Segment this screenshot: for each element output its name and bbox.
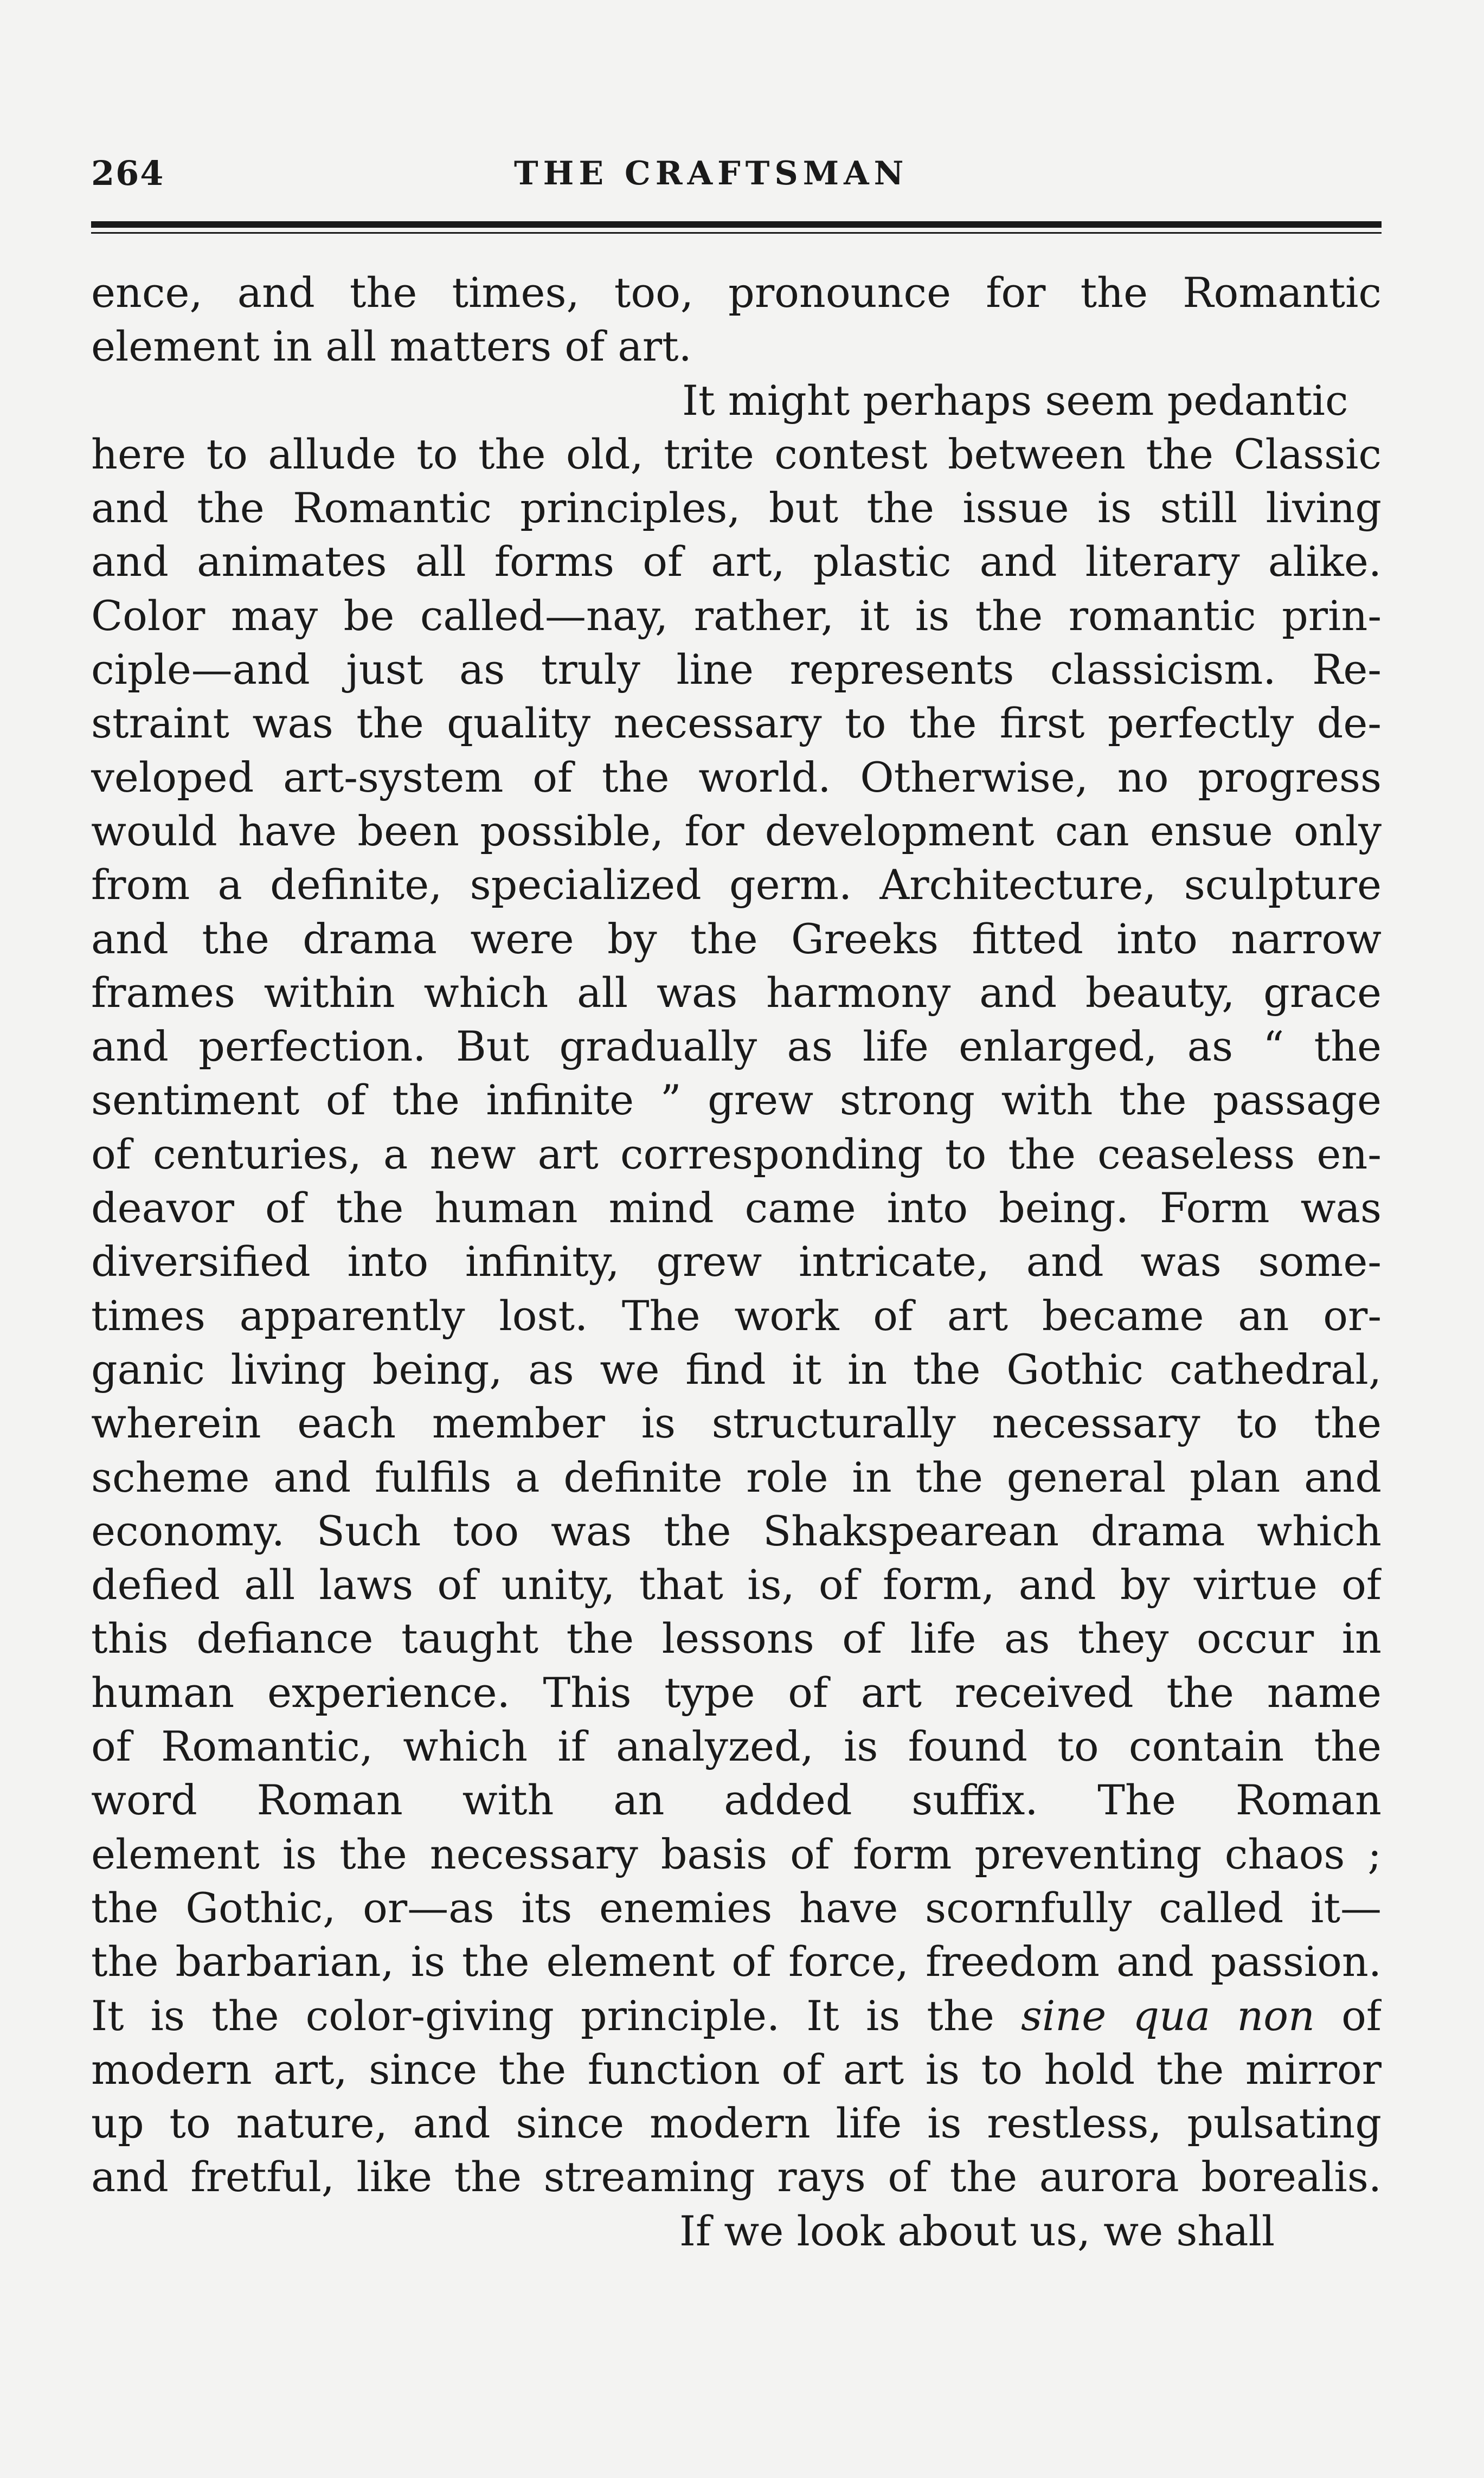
text-line: up to nature, and since modern life is restless, pulsating <box>91 2099 1382 2148</box>
text-line: deavor of the human mind came into being. Form was <box>91 1184 1382 1232</box>
text-line: and perfection. But gradually as life enlarged, as “ the <box>91 1022 1382 1071</box>
text-line: and fretful, like the streaming rays of the aurora borealis. <box>91 2153 1382 2201</box>
text-line: here to allude to the old, trite contest between the Classic <box>91 429 1382 478</box>
text-line: element is the necessary basis of form preventing chaos ; <box>91 1829 1382 1878</box>
page-header <box>91 152 1382 195</box>
text-line: It might perhaps seem pedantic <box>682 376 1348 425</box>
text-line: diversified into infinity, grew intricate, and was some- <box>91 1237 1382 1286</box>
body-text <box>91 266 1382 2258</box>
text-line: element in all matters of art. <box>91 322 692 371</box>
text-line: the Gothic, or—as its enemies have scornfully called it— <box>91 1883 1382 1932</box>
text-line: times apparently lost. The work of art became an or- <box>91 1291 1382 1340</box>
text-line: and the drama were by the Greeks fitted into narrow <box>91 914 1382 963</box>
text-line: economy. Such too was the Shakspearean drama which <box>91 1506 1382 1555</box>
text-line: If we look about us, we shall <box>679 2206 1275 2255</box>
text-line: ence, and the times, too, pronounce for the Romantic <box>91 268 1382 317</box>
italic-phrase: sine qua non <box>1020 1991 1315 2040</box>
text-line: of centuries, a new art corresponding to the ceaseless en- <box>91 1129 1382 1178</box>
text-line: scheme and fulfils a definite role in the general plan and <box>91 1453 1382 1501</box>
text-line: from a definite, specialized germ. Architecture, sculpture <box>91 861 1382 909</box>
running-title: THE CRAFTSMAN <box>514 155 909 192</box>
text-line-start: It is the color-giving principle. It is the <box>91 1991 994 2040</box>
text-line: modern art, since the function of art is to hold the mirror <box>91 2045 1382 2094</box>
text-line: veloped art-system of the world. Otherwise, no progress <box>91 753 1382 801</box>
text-line: word Roman with an added suffix. The Roman <box>91 1776 1382 1825</box>
text-line: the barbarian, is the element of force, freedom and passion. <box>91 1937 1382 1986</box>
text-line-end: of <box>1341 1991 1382 2040</box>
text-line: wherein each member is structurally necessary to the <box>91 1399 1382 1448</box>
text-line: of Romantic, which if analyzed, is found to contain the <box>91 1722 1382 1771</box>
text-line: human experience. This type of art received the name <box>91 1668 1382 1717</box>
text-line: straint was the quality necessary to the first perfectly de- <box>91 699 1382 748</box>
text-line: ciple—and just as truly line represents classicism. Re- <box>91 645 1382 694</box>
text-line: sentiment of the infinite ” grew strong with the passage <box>91 1076 1382 1125</box>
text-line: and animates all forms of art, plastic and literary alike. <box>91 537 1382 586</box>
header-rule-thin <box>91 232 1382 234</box>
header-rule-thick <box>91 221 1382 228</box>
text-line: and the Romantic principles, but the issue is still living <box>91 484 1382 532</box>
text-line: ganic living being, as we find it in the Gothic cathedral, <box>91 1345 1382 1394</box>
text-line: defied all laws of unity, that is, of form, and by virtue of <box>91 1561 1382 1609</box>
text-line: frames within which all was harmony and beauty, grace <box>91 968 1382 1017</box>
text-line-with-italic <box>91 1989 1382 2043</box>
text-line: this defiance taught the lessons of life as they occur in <box>91 1614 1382 1663</box>
text-line: Color may be called—nay, rather, it is the romantic prin- <box>91 591 1382 640</box>
text-line: would have been possible, for development can ensue only <box>91 806 1382 855</box>
page-number: 264 <box>91 153 165 193</box>
